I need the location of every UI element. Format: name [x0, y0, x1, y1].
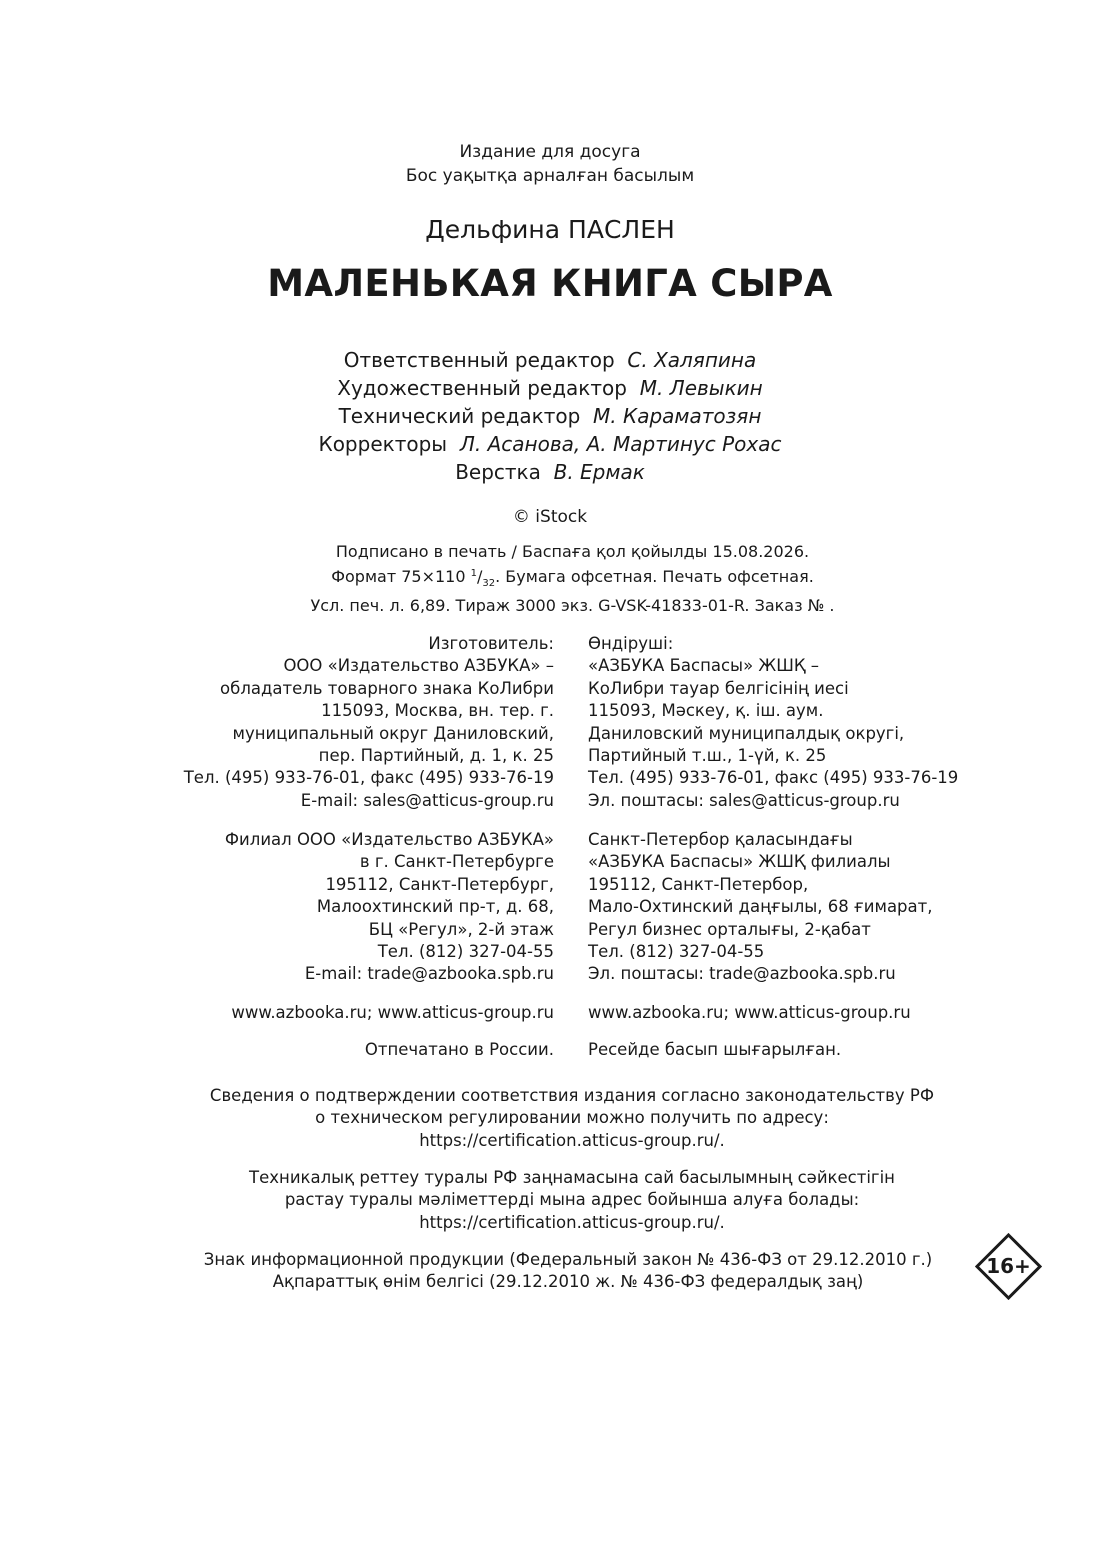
manufacturer-line: 115093, Мәскеу, қ. іш. аум. — [588, 701, 824, 721]
credit-name: М. Караматозян — [593, 404, 762, 428]
certification-line: растау туралы мәліметтерді мына адрес бойынша алуға болады: — [284, 1190, 860, 1210]
certification-line: Сведения о подтверждении соответствия издания согласно законодательству РФ — [209, 1086, 935, 1105]
author-name: Дельфина ПАСЛЕН — [425, 215, 675, 244]
credit-row — [0, 402, 1100, 430]
manufacturer-email: Эл. поштасы: sales@atticus-group.ru — [588, 790, 900, 810]
credit-row — [0, 374, 1100, 402]
manufacturer-line: муниципальный округ Даниловский, — [232, 723, 554, 743]
branch-line: БЦ «Регул», 2-й этаж — [368, 919, 554, 939]
credit-role: Верстка — [455, 460, 541, 484]
branch-phone: Тел. (812) 327-04-55 — [377, 942, 554, 962]
credit-role: Корректоры — [318, 432, 448, 456]
manufacturer-line: Даниловский муниципалдық округі, — [588, 723, 905, 743]
credit-row — [0, 458, 1100, 486]
credit-name: Л. Асанова, А. Мартинус Рохас — [459, 432, 782, 456]
print-run-line: Усл. печ. л. 6,89. Тираж 3000 экз. G-VSK-41833-01-R. Заказ № . — [310, 596, 835, 615]
format-denominator: 32 — [482, 578, 496, 589]
credit-role: Художественный редактор — [337, 376, 627, 400]
info-sign-line-kz: Ақпараттық өнім белгісі (29.12.2010 ж. № 436-ФЗ федералдық заң) — [272, 1272, 864, 1292]
format-suffix: . Бумага офсетная. Печать офсетная. — [495, 567, 814, 586]
manufacturer-line: «АЗБУКА Баспасы» ЖШҚ – — [588, 656, 820, 676]
branch-line: 195112, Санкт-Петербург, — [325, 874, 554, 894]
certification-ru — [0, 1085, 1100, 1152]
branch-line: Филиал ООО «Издательство АЗБУКА» — [224, 830, 554, 849]
credit-role: Технический редактор — [338, 404, 581, 428]
branch-line: Санкт-Петербор қаласындағы — [588, 830, 853, 849]
printed-in-line: Ресейде басып шығарылған. — [588, 1040, 842, 1059]
format-line — [0, 563, 1100, 595]
branch-line: Регул бизнес орталығы, 2-қабат — [588, 919, 871, 939]
format-slash: / — [477, 567, 483, 586]
printed-in-ru — [134, 1039, 554, 1061]
websites-kz — [588, 1002, 1008, 1024]
age-rating-label: 16+ — [986, 1254, 1031, 1278]
printed-in-line: Отпечатано в России. — [364, 1040, 554, 1059]
branch-ru — [134, 829, 554, 986]
manufacturer-label-kz: Өндіруші: — [588, 634, 674, 653]
credit-role: Ответственный редактор — [343, 348, 615, 372]
credit-name: В. Ермак — [553, 460, 645, 484]
websites-ru — [134, 1002, 554, 1024]
credit-name: М. Левыкин — [639, 376, 763, 400]
manufacturer-line: 115093, Москва, вн. тер. г. — [321, 701, 554, 721]
format-prefix: Формат 75×110 — [331, 567, 466, 586]
manufacturer-line: обладатель товарного знака КоЛибри — [220, 678, 554, 698]
info-sign-text — [0, 1249, 1100, 1294]
certification-url: https://certification.atticus-group.ru/. — [419, 1130, 725, 1150]
certification-url: https://certification.atticus-group.ru/. — [419, 1212, 725, 1232]
branch-line: в г. Санкт-Петербурге — [359, 852, 554, 872]
edition-type-kz: Бос уақытқа арналған басылым — [405, 166, 695, 186]
branch-phone: Тел. (812) 327-04-55 — [588, 942, 765, 962]
certification-line: о техническом регулировании можно получить по адресу: — [315, 1108, 829, 1128]
websites-line: www.azbooka.ru; www.atticus-group.ru — [588, 1003, 911, 1022]
websites-line: www.azbooka.ru; www.atticus-group.ru — [231, 1003, 554, 1022]
info-sign-line-ru: Знак информационной продукции (Федеральный закон № 436-ФЗ от 29.12.2010 г.) — [203, 1250, 933, 1269]
credit-name: С. Халяпина — [627, 348, 757, 372]
format-numerator: 1 — [470, 568, 477, 579]
manufacturer-line: пер. Партийный, д. 1, к. 25 — [318, 746, 554, 766]
branch-line: 195112, Санкт-Петербор, — [588, 874, 809, 894]
branch-email: Эл. поштасы: trade@azbooka.spb.ru — [588, 964, 896, 984]
printed-in-kz — [588, 1039, 1008, 1061]
manufacturer-kz — [588, 633, 1008, 812]
book-title: МАЛЕНЬКАЯ КНИГА СЫРА — [267, 262, 833, 305]
signed-to-print: Подписано в печать / Баспаға қол қойылды 15.08.2026. — [335, 542, 810, 561]
branch-line: Малоохтинский пр-т, д. 68, — [316, 897, 554, 917]
certification-kz — [0, 1167, 1100, 1234]
edition-type-ru: Издание для досуга — [459, 142, 641, 162]
branch-email: E-mail: trade@azbooka.spb.ru — [304, 964, 554, 984]
manufacturer-line: Партийный т.ш., 1-үй, к. 25 — [588, 746, 827, 766]
credit-row — [0, 346, 1100, 374]
certification-line: Техникалық реттеу туралы РФ заңнамасына сай басылымның сәйкестігін — [249, 1168, 895, 1187]
credits-block — [0, 346, 1100, 486]
manufacturer-phone: Тел. (495) 933-76-01, факс (495) 933-76-19 — [183, 768, 554, 788]
branch-line: «АЗБУКА Баспасы» ЖШҚ филиалы — [588, 852, 891, 872]
manufacturer-line: КоЛибри тауар белгісінің иесі — [588, 678, 849, 698]
print-info-block — [0, 541, 1100, 617]
manufacturer-label-ru: Изготовитель: — [428, 634, 554, 653]
manufacturer-phone: Тел. (495) 933-76-01, факс (495) 933-76-19 — [588, 768, 959, 788]
credit-row — [0, 430, 1100, 458]
branch-kz — [588, 829, 1008, 986]
manufacturer-line: ООО «Издательство АЗБУКА» – — [283, 656, 554, 676]
manufacturer-email: E-mail: sales@atticus-group.ru — [300, 790, 554, 810]
manufacturer-ru — [134, 633, 554, 812]
image-copyright: © iStock — [512, 507, 588, 527]
branch-line: Мало-Охтинский даңғылы, 68 ғимарат, — [588, 897, 933, 917]
